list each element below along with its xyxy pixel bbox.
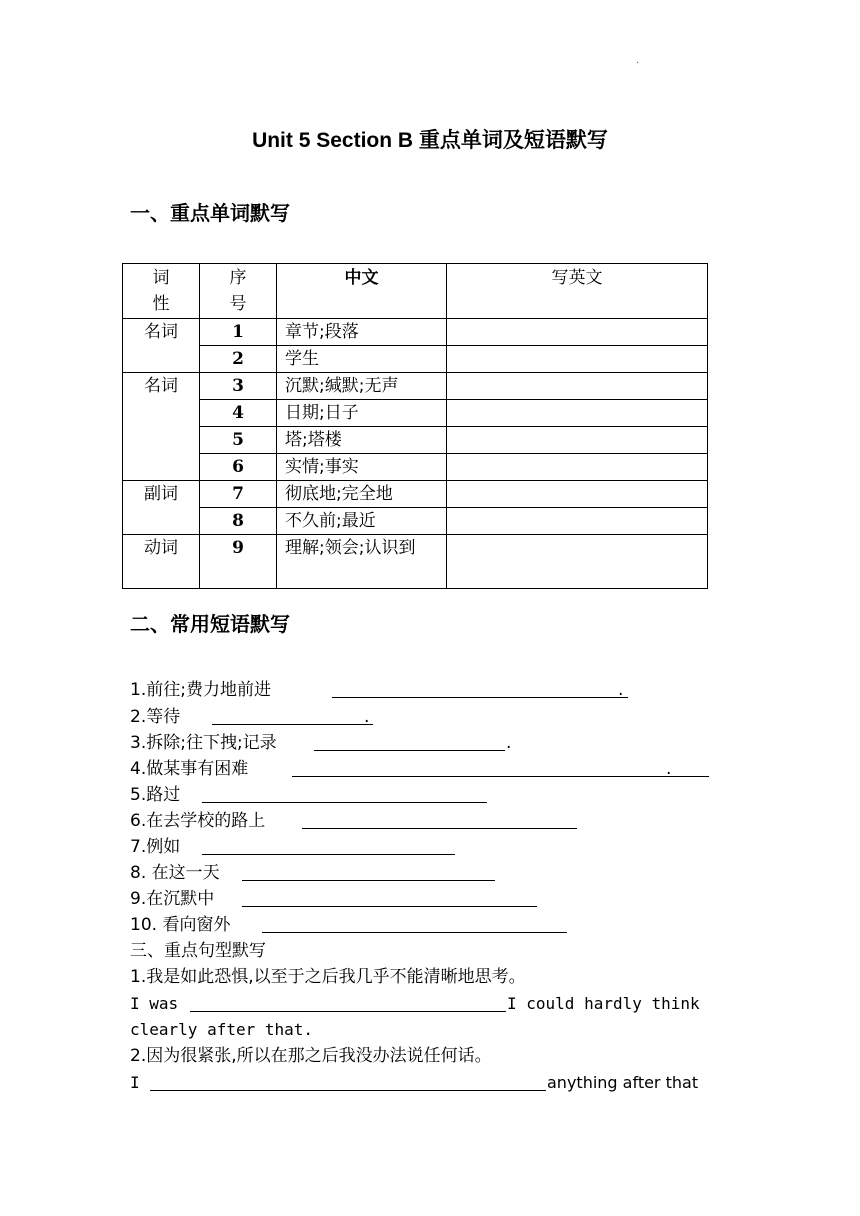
num-cell: 1 <box>200 319 277 346</box>
page-mark: · <box>636 58 640 69</box>
table-row <box>123 373 708 400</box>
table-row <box>123 400 708 427</box>
answer-cell[interactable] <box>447 454 708 481</box>
num-cell: 4 <box>200 400 277 427</box>
phrase-item <box>130 808 265 834</box>
answer-cell[interactable] <box>447 400 708 427</box>
zh-cell: 理解;领会;认识到 <box>277 535 447 589</box>
answer-blank[interactable] <box>332 697 628 698</box>
sentence-line <box>130 1070 140 1096</box>
header-pos: 词性 <box>123 264 200 319</box>
num-cell: 9 <box>200 535 277 589</box>
answer-blank[interactable] <box>292 776 709 777</box>
answer-cell[interactable] <box>447 319 708 346</box>
phrase-prompt: 9.在沉默中 <box>130 889 215 909</box>
answer-blank[interactable] <box>212 724 373 725</box>
sentence-prompt-2: 2.因为很紧张,所以在那之后我没办法说任何话。 <box>130 1046 492 1066</box>
answer-blank[interactable] <box>202 802 487 803</box>
phrase-item <box>130 860 220 886</box>
zh-cell: 章节;段落 <box>277 319 447 346</box>
phrase-prompt: 8. 在这一天 <box>130 863 220 883</box>
num-cell: 3 <box>200 373 277 400</box>
answer-blank[interactable] <box>242 906 537 907</box>
answer-blank[interactable] <box>242 880 495 881</box>
num-cell: 7 <box>200 481 277 508</box>
header-num: 序号 <box>200 264 277 319</box>
zh-cell: 实情;事实 <box>277 454 447 481</box>
answer-cell[interactable] <box>447 346 708 373</box>
sentence-fragment: I was <box>130 994 179 1013</box>
period-mark: . <box>618 680 624 700</box>
phrase-item <box>130 912 230 938</box>
phrase-prompt: 2.等待 <box>130 707 181 727</box>
phrase-item <box>130 677 271 703</box>
zh-cell: 学生 <box>277 346 447 373</box>
phrase-prompt: 5.路过 <box>130 785 181 805</box>
answer-cell[interactable] <box>447 481 708 508</box>
pos-cell: 副词 <box>123 481 200 535</box>
period-mark: . <box>364 707 370 727</box>
phrase-prompt: 3.拆除;往下拽;记录 <box>130 733 277 753</box>
zh-cell: 塔;塔楼 <box>277 427 447 454</box>
table-row <box>123 508 708 535</box>
table-header-row <box>123 264 708 319</box>
phrase-item <box>130 756 248 782</box>
zh-cell: 彻底地;完全地 <box>277 481 447 508</box>
pos-cell: 名词 <box>123 319 200 373</box>
table-row <box>123 346 708 373</box>
answer-cell[interactable] <box>447 535 708 589</box>
phrase-item <box>130 886 214 912</box>
answer-blank[interactable] <box>314 750 505 751</box>
sentence-prompt-1: 1.我是如此恐惧,以至于之后我几乎不能清晰地思考。 <box>130 967 526 987</box>
table-row <box>123 481 708 508</box>
answer-blank[interactable] <box>190 1011 506 1012</box>
answer-blank[interactable] <box>202 854 455 855</box>
phrase-item <box>130 704 180 730</box>
phrase-item <box>130 834 180 860</box>
zh-cell: 日期;日子 <box>277 400 447 427</box>
num-cell: 8 <box>200 508 277 535</box>
phrase-item <box>130 730 277 756</box>
zh-cell: 不久前;最近 <box>277 508 447 535</box>
num-cell: 5 <box>200 427 277 454</box>
answer-cell[interactable] <box>447 427 708 454</box>
answer-cell[interactable] <box>447 373 708 400</box>
section-heading-sentences: 三、重点句型默写 <box>130 941 266 961</box>
num-cell: 2 <box>200 346 277 373</box>
page-title: Unit 5 Section B 重点单词及短语默写 <box>252 129 608 152</box>
table-row <box>123 319 708 346</box>
vocabulary-table <box>122 263 708 589</box>
phrase-prompt: 6.在去学校的路上 <box>130 811 266 831</box>
phrase-prompt: 1.前往;费力地前进 <box>130 680 271 700</box>
answer-blank[interactable] <box>302 828 577 829</box>
phrase-item <box>130 782 180 808</box>
period-mark: . <box>506 733 512 753</box>
answer-cell[interactable] <box>447 508 708 535</box>
pos-cell: 名词 <box>123 373 200 481</box>
section-heading-vocabulary: 一、重点单词默写 <box>130 201 290 225</box>
answer-blank[interactable] <box>150 1090 546 1091</box>
table-row <box>123 454 708 481</box>
header-zh: 中文 <box>277 264 447 319</box>
phrase-prompt: 4.做某事有困难 <box>130 759 249 779</box>
sentence-fragment: I could hardly think <box>507 994 700 1013</box>
answer-blank[interactable] <box>262 932 567 933</box>
section-heading-phrases: 二、常用短语默写 <box>130 612 290 636</box>
phrase-prompt: 7.例如 <box>130 837 181 857</box>
pos-cell: 动词 <box>123 535 200 589</box>
phrase-prompt: 10. 看向窗外 <box>130 915 231 935</box>
sentence-fragment: clearly after that. <box>130 1020 314 1039</box>
table-row <box>123 427 708 454</box>
table-row <box>123 535 708 589</box>
sentence-fragment: I <box>130 1073 140 1092</box>
header-en: 写英文 <box>447 264 708 319</box>
sentence-line <box>130 991 178 1017</box>
period-mark: . <box>666 759 672 779</box>
num-cell: 6 <box>200 454 277 481</box>
zh-cell: 沉默;缄默;无声 <box>277 373 447 400</box>
sentence-fragment: anything after that <box>547 1073 699 1092</box>
